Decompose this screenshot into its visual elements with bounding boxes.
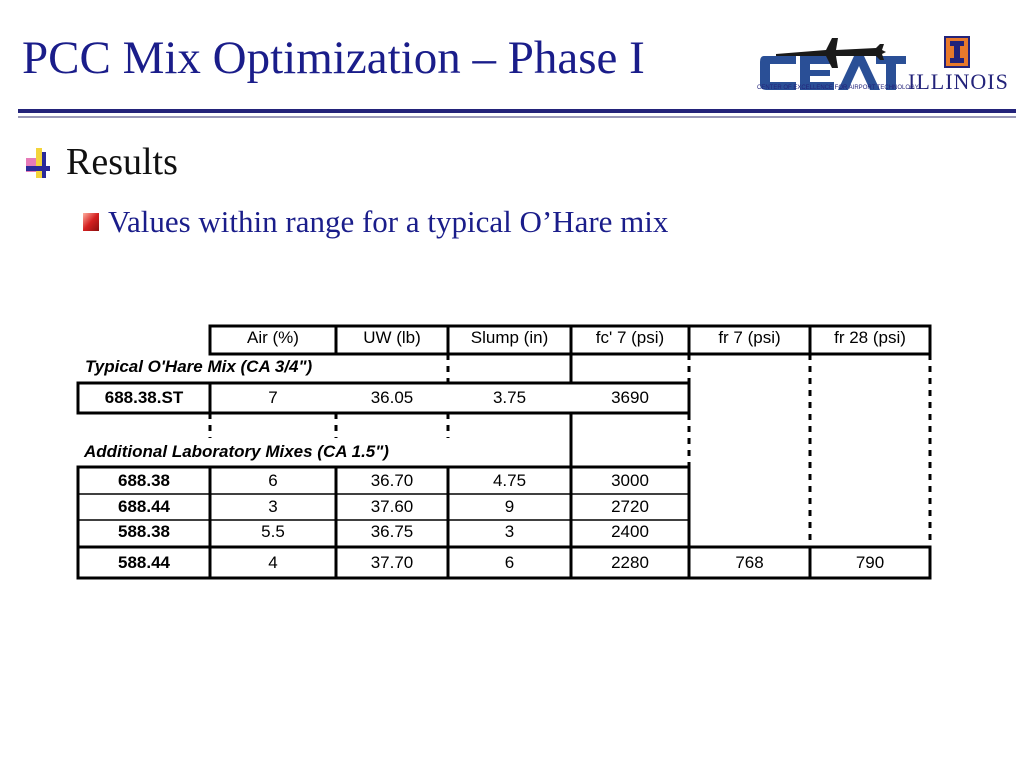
cell-fc7: 2400 bbox=[611, 522, 649, 541]
cell-slump: 3.75 bbox=[492, 388, 527, 407]
row-label: 688.38.ST bbox=[104, 388, 184, 407]
row-label: 688.38 bbox=[118, 471, 170, 490]
ceat-tagline: CENTER OF EXCELLENCE FOR AIRPORT TECHNOLOGY bbox=[757, 85, 919, 91]
cell-slump: 6 bbox=[504, 553, 515, 572]
col-header-uw: UW (lb) bbox=[363, 328, 421, 347]
cell-slump: 9 bbox=[504, 497, 515, 516]
row-label: 588.38 bbox=[118, 522, 170, 541]
cell-fc7: 3690 bbox=[611, 388, 649, 407]
col-header-air: Air (%) bbox=[247, 328, 299, 347]
cell-air: 5.5 bbox=[261, 522, 285, 541]
cell-air: 6 bbox=[268, 471, 278, 490]
cell-air: 4 bbox=[268, 553, 278, 572]
cell-slump: 3 bbox=[504, 522, 515, 541]
cell-air: 7 bbox=[268, 388, 278, 407]
cell-fc7: 2280 bbox=[611, 553, 649, 572]
bullet-values-within-range: Values within range for a typical O’Hare mix bbox=[108, 204, 669, 239]
cell-fr7: 768 bbox=[735, 553, 764, 572]
cell-fc7: 3000 bbox=[611, 471, 649, 490]
col-header-slump: Slump (in) bbox=[470, 328, 549, 347]
cell-uw: 36.75 bbox=[370, 522, 414, 541]
illinois-wordmark: ILLINOIS bbox=[908, 69, 1009, 94]
row-label: 588.44 bbox=[118, 553, 170, 572]
col-header-fr28: fr 28 (psi) bbox=[834, 328, 906, 347]
cell-fc7: 2720 bbox=[611, 497, 649, 516]
group-typical-ohare: Typical O'Hare Mix (CA 3/4") bbox=[85, 357, 313, 376]
cell-uw: 37.70 bbox=[370, 553, 414, 572]
cell-fr28: 790 bbox=[855, 553, 885, 572]
row-label: 688.44 bbox=[118, 497, 170, 516]
slide-title: PCC Mix Optimization – Phase I bbox=[22, 32, 645, 84]
cell-air: 3 bbox=[268, 497, 278, 516]
cell-slump: 4.75 bbox=[492, 471, 527, 490]
cell-uw: 36.05 bbox=[370, 388, 414, 407]
group-additional-lab: Additional Laboratory Mixes (CA 1.5") bbox=[84, 442, 389, 461]
cell-uw: 37.60 bbox=[370, 497, 414, 516]
col-header-fr7: fr 7 (psi) bbox=[718, 328, 781, 347]
bullet-results: Results bbox=[66, 141, 178, 183]
col-header-fc7: fc' 7 (psi) bbox=[595, 328, 665, 347]
cell-uw: 36.70 bbox=[370, 471, 414, 490]
